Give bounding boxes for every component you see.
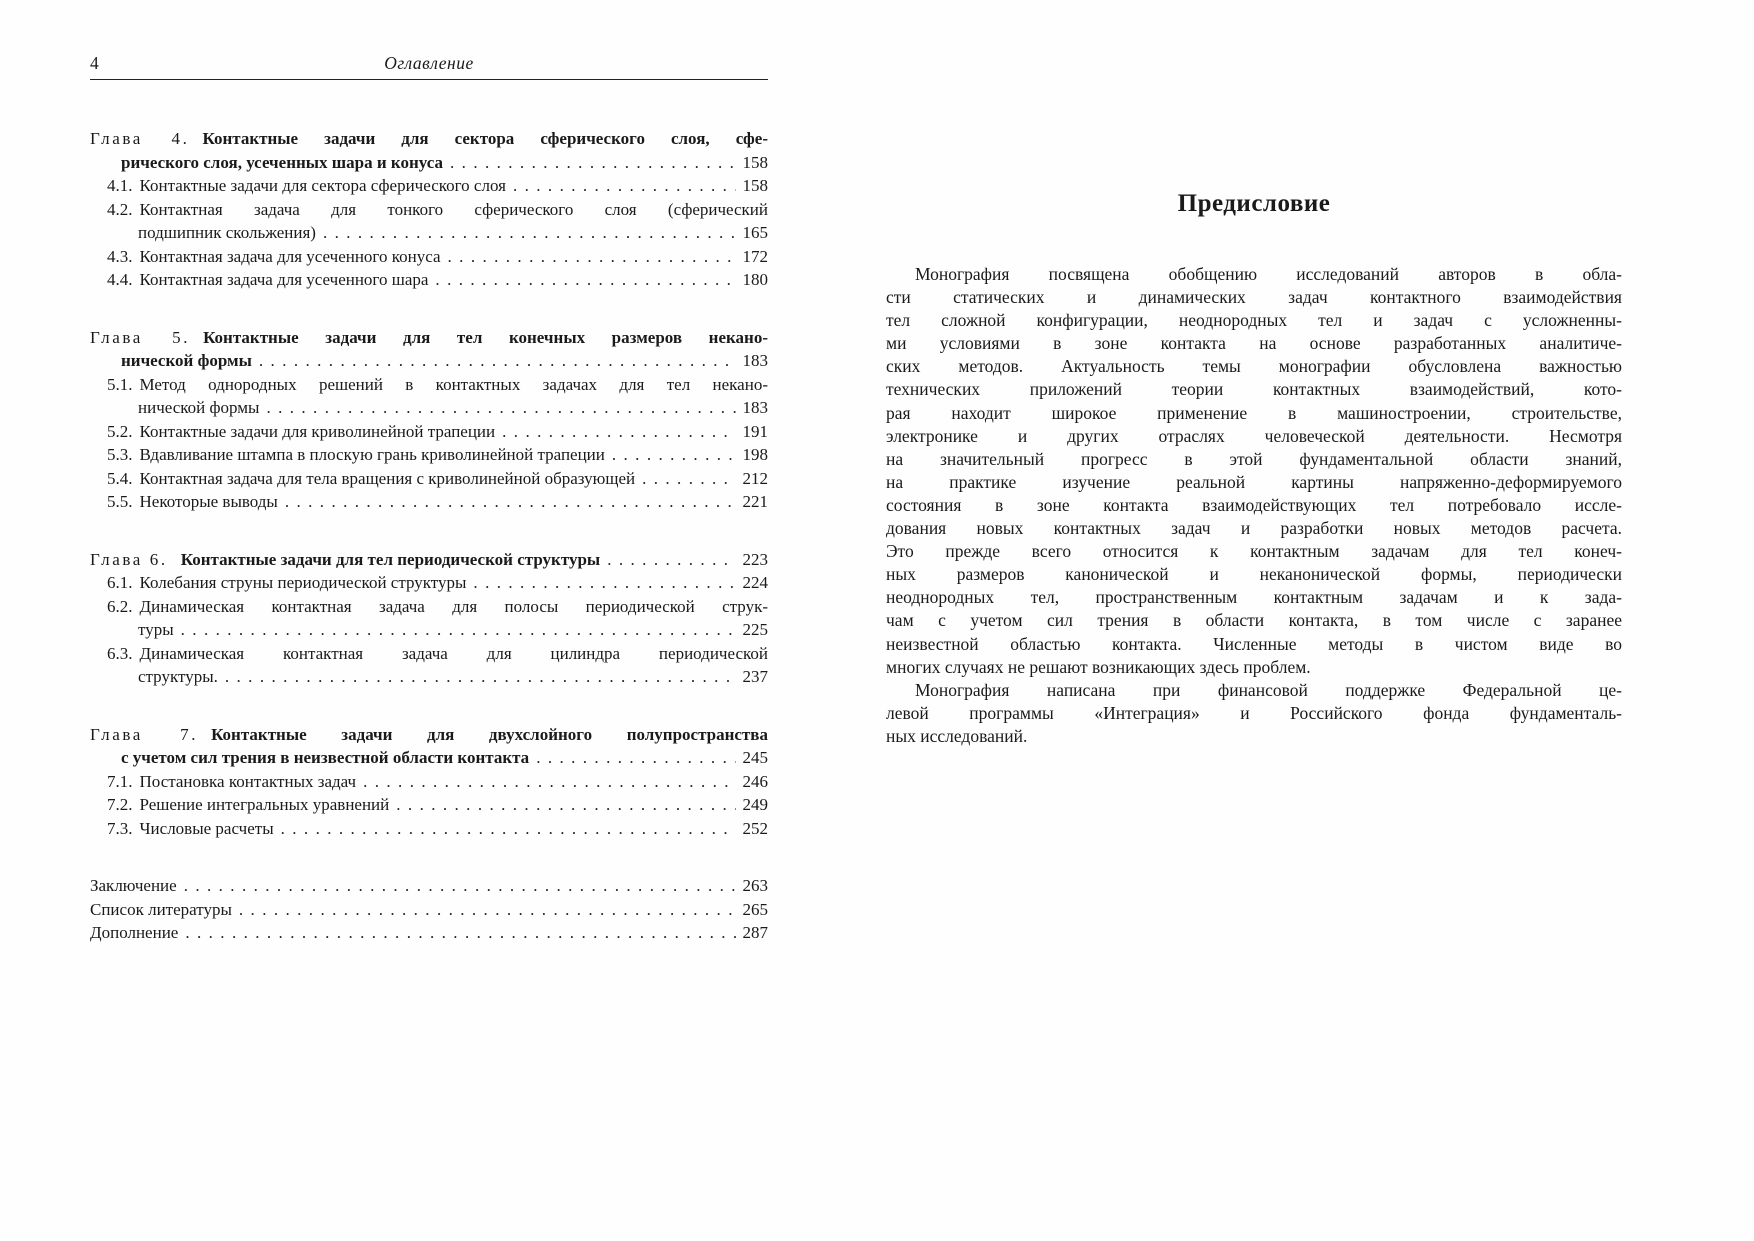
toc-entry	[90, 268, 768, 292]
toc-line	[107, 490, 768, 514]
page-left	[90, 52, 768, 945]
preface-body	[886, 263, 1622, 748]
toc-entry	[90, 245, 768, 269]
toc-line	[138, 618, 768, 642]
toc-entry-title: Вдавливание штампа в плоскую грань криволинейной трапеции	[139, 445, 605, 464]
page-header	[90, 52, 768, 80]
toc-entry-title: нической формы	[138, 398, 260, 417]
paragraph-line: состояния в зоне контакта взаимодействующих тел потребовало иссле-	[886, 494, 1622, 515]
toc-page-number: 245	[742, 748, 768, 767]
toc-entry	[90, 793, 768, 817]
toc-entry	[90, 921, 768, 945]
toc-entry-number: 5.3.	[107, 445, 133, 464]
toc-entry-number: 5.1.	[107, 374, 133, 394]
paragraph-line: ми условиями в зоне контакта на основе разработанных аналитиче-	[886, 333, 1622, 354]
page-right	[886, 190, 1622, 748]
toc-entry	[90, 817, 768, 841]
toc-entry-title: Контактные задачи для тел периодической структуры	[180, 549, 601, 569]
toc-entry-title: нической формы	[121, 351, 252, 370]
toc-line	[90, 548, 768, 572]
toc-line	[90, 326, 768, 350]
paragraph-line: Монография написана при финансовой поддержке Федеральной це-	[915, 679, 1622, 700]
toc-page-number: 158	[742, 152, 768, 172]
toc-entry-number: Глава 5.	[90, 327, 191, 347]
toc	[90, 127, 768, 945]
toc-line	[90, 723, 768, 747]
toc-entry-title: Контактные задачи для сектора сферического слоя	[139, 176, 506, 195]
toc-entry	[90, 443, 768, 467]
toc-entry-number: 4.3.	[107, 246, 133, 266]
toc-entry-title: подшипник скольжения)	[138, 223, 316, 242]
toc-entry-title: Постановка контактных задач	[139, 771, 357, 791]
paragraph-line: дования новых контактных задач и разработки новых методов расчета.	[886, 518, 1622, 539]
dot-leader	[266, 396, 736, 420]
toc-entry	[90, 127, 768, 174]
toc-entry-number: 5.4.	[107, 468, 133, 488]
toc-page-number: 249	[742, 795, 768, 814]
paragraph-line: тел сложной конфигурации, неоднородных тел и задач с усложненны-	[886, 310, 1622, 331]
toc-line	[107, 571, 768, 595]
dot-leader	[448, 245, 736, 269]
toc-entry-title: Список литературы	[90, 899, 232, 919]
toc-entry-title: Решение интегральных уравнений	[139, 795, 390, 814]
page-title: Предисловие	[1177, 190, 1331, 217]
toc-entry	[90, 373, 768, 420]
toc-page-number: 180	[742, 270, 768, 289]
dot-leader	[185, 921, 736, 945]
toc-entry-title: Динамическая контактная задача для полосы периодической струк-	[139, 596, 768, 616]
toc-line	[107, 642, 768, 666]
paragraph-line: многих случаях не решают возникающих здесь проблем.	[886, 656, 1311, 677]
toc-entry	[90, 874, 768, 898]
toc-line	[107, 817, 768, 841]
dot-leader	[323, 221, 736, 245]
dot-leader	[184, 874, 736, 898]
toc-entry-number: 4.4.	[107, 270, 133, 289]
toc-line	[138, 221, 768, 245]
toc-entry-number: 6.3.	[107, 643, 133, 663]
toc-line	[121, 349, 768, 373]
toc-entry-number: Глава 6.	[90, 549, 168, 569]
toc-entry-title: Контактная задача для тонкого сферического слоя (сферический	[139, 199, 768, 219]
paragraph-line: неоднородных тел, пространственным контактным задачам и к зада-	[886, 587, 1622, 608]
dot-leader	[513, 174, 736, 198]
paragraph-line: сти статических и динамических задач контактного взаимодействия	[886, 287, 1622, 308]
toc-line	[90, 921, 768, 945]
toc-page-number: 191	[742, 421, 768, 441]
toc-line	[107, 793, 768, 817]
toc-page-number: 263	[742, 876, 768, 895]
paragraph-line: ских методов. Актуальность темы монографии обусловлена важностью	[886, 356, 1622, 377]
toc-page-number: 221	[742, 492, 768, 511]
toc-entry	[90, 198, 768, 245]
toc-entry-number: 5.5.	[107, 492, 133, 511]
paragraph-line: рая находит широкое применение в машиностроении, строительстве,	[886, 402, 1622, 423]
dot-leader	[285, 490, 736, 514]
toc-page-number: 224	[742, 573, 768, 592]
paragraph-line: на значительный прогресс в этой фундаментальной области знаний,	[886, 448, 1622, 469]
toc-entry-title: с учетом сил трения в неизвестной области контакта	[121, 748, 530, 767]
toc-entry	[90, 642, 768, 689]
toc-entry-number: 4.2.	[107, 199, 133, 219]
toc-line	[138, 396, 768, 420]
toc-entry-title: Контактная задача для тела вращения с криволинейной образующей	[139, 468, 636, 488]
toc-line	[107, 198, 768, 222]
dot-leader	[239, 898, 736, 922]
paragraph-line: Это прежде всего относится к контактным задачам для тел конеч-	[886, 541, 1622, 562]
folio-number: 4	[90, 53, 99, 73]
toc-entry	[90, 770, 768, 794]
toc-entry-title: Дополнение	[90, 923, 179, 942]
paragraph	[886, 679, 1622, 748]
paragraph-line: левой программы «Интеграция» и Российского фонда фундаменталь-	[886, 702, 1622, 723]
toc-line	[90, 874, 768, 898]
toc-page-number: 237	[742, 667, 768, 686]
dot-leader	[536, 746, 736, 770]
toc-entry	[90, 571, 768, 595]
toc-line	[107, 443, 768, 467]
paragraph-line: чам с учетом сил трения в области контакта, в том числе с заранее	[886, 610, 1622, 631]
toc-line	[107, 245, 768, 269]
toc-page-number: 198	[742, 445, 768, 464]
toc-line	[90, 898, 768, 922]
toc-entry-title: Контактные задачи для тел конечных размеров некано-	[203, 327, 768, 347]
dot-leader	[259, 349, 736, 373]
toc-page-number: 225	[742, 620, 768, 639]
toc-entry-title: Контактные задачи для криволинейной трапеции	[139, 421, 496, 441]
toc-page-number: 212	[742, 468, 768, 488]
toc-entry-number: Глава 4.	[90, 129, 190, 148]
toc-entry-number: 5.2.	[107, 421, 133, 441]
toc-page-number: 165	[742, 223, 768, 242]
toc-page-number: 158	[742, 176, 768, 195]
paragraph-line: на практике изучение реальной картины напряженно-деформируемого	[886, 471, 1622, 492]
toc-entry-title: Контактные задачи для сектора сферического слоя, сфе-	[202, 129, 768, 148]
toc-line	[121, 151, 768, 175]
toc-entry-number: 6.2.	[107, 596, 133, 616]
toc-line	[107, 467, 768, 491]
dot-leader	[612, 443, 736, 467]
toc-page-number: 252	[742, 818, 768, 838]
paragraph-line: ных исследований.	[886, 725, 1028, 746]
dot-leader	[363, 770, 736, 794]
toc-entry	[90, 898, 768, 922]
dot-leader	[281, 817, 736, 841]
dot-leader	[642, 467, 736, 491]
toc-entry	[90, 420, 768, 444]
toc-entry-number: 4.1.	[107, 176, 133, 195]
toc-line	[107, 373, 768, 397]
dot-leader	[435, 268, 736, 292]
paragraph-line: электронике и других отраслях человеческой деятельности. Несмотря	[886, 425, 1622, 446]
paragraph-line: Монография посвящена обобщению исследований авторов в обла-	[915, 264, 1622, 284]
toc-entry-title: Числовые расчеты	[139, 818, 274, 838]
dot-leader	[225, 665, 736, 689]
toc-page-number: 223	[742, 549, 768, 569]
toc-line	[138, 665, 768, 689]
dot-leader	[607, 548, 736, 572]
toc-line	[107, 595, 768, 619]
toc-entry-title: рического слоя, усеченных шара и конуса	[121, 152, 444, 172]
toc-entry-title: структуры.	[138, 667, 218, 686]
dot-leader	[502, 420, 736, 444]
toc-line	[90, 127, 768, 151]
paragraph-line: ных размеров канонической и неканонической формы, периодически	[886, 564, 1622, 585]
running-title: Оглавление	[384, 53, 474, 73]
toc-entry-number: 7.3.	[107, 818, 133, 838]
toc-entry	[90, 326, 768, 373]
toc-entry-title: Динамическая контактная задача для цилиндра периодической	[139, 643, 768, 663]
toc-entry-title: Заключение	[90, 876, 177, 895]
toc-entry-title: туры	[138, 620, 174, 639]
toc-page-number: 265	[742, 899, 768, 919]
toc-page-number: 183	[742, 398, 768, 417]
dot-leader	[396, 793, 736, 817]
paragraph	[886, 263, 1622, 679]
toc-line	[107, 770, 768, 794]
paragraph-line: неизвестной областью контакта. Численные методы в чистом виде во	[886, 633, 1622, 654]
toc-page-number: 172	[742, 246, 768, 266]
paragraph-line: технических приложений теории контактных взаимодействий, кото-	[886, 379, 1622, 400]
toc-page-number: 183	[742, 351, 768, 370]
toc-entry-title: Контактные задачи для двухслойного полупространства	[211, 724, 768, 744]
toc-entry-title: Контактная задача для усеченного шара	[139, 270, 429, 289]
toc-entry	[90, 174, 768, 198]
dot-leader	[181, 618, 736, 642]
toc-line	[107, 268, 768, 292]
toc-entry	[90, 490, 768, 514]
dot-leader	[473, 571, 736, 595]
toc-page-number: 287	[742, 923, 768, 942]
toc-entry-number: 6.1.	[107, 573, 133, 592]
toc-entry	[90, 595, 768, 642]
toc-line	[121, 746, 768, 770]
toc-entry	[90, 467, 768, 491]
toc-entry-title: Некоторые выводы	[139, 492, 278, 511]
toc-page-number: 246	[742, 771, 768, 791]
toc-entry-number: Глава 7.	[90, 724, 199, 744]
toc-entry-title: Колебания струны периодической структуры	[139, 573, 467, 592]
toc-entry	[90, 548, 768, 572]
toc-entry-title: Контактная задача для усеченного конуса	[139, 246, 441, 266]
toc-line	[107, 174, 768, 198]
toc-entry-number: 7.1.	[107, 771, 133, 791]
toc-entry	[90, 723, 768, 770]
toc-line	[107, 420, 768, 444]
dot-leader	[450, 151, 736, 175]
toc-entry-number: 7.2.	[107, 795, 133, 814]
toc-entry-title: Метод однородных решений в контактных задачах для тел некано-	[139, 374, 768, 394]
